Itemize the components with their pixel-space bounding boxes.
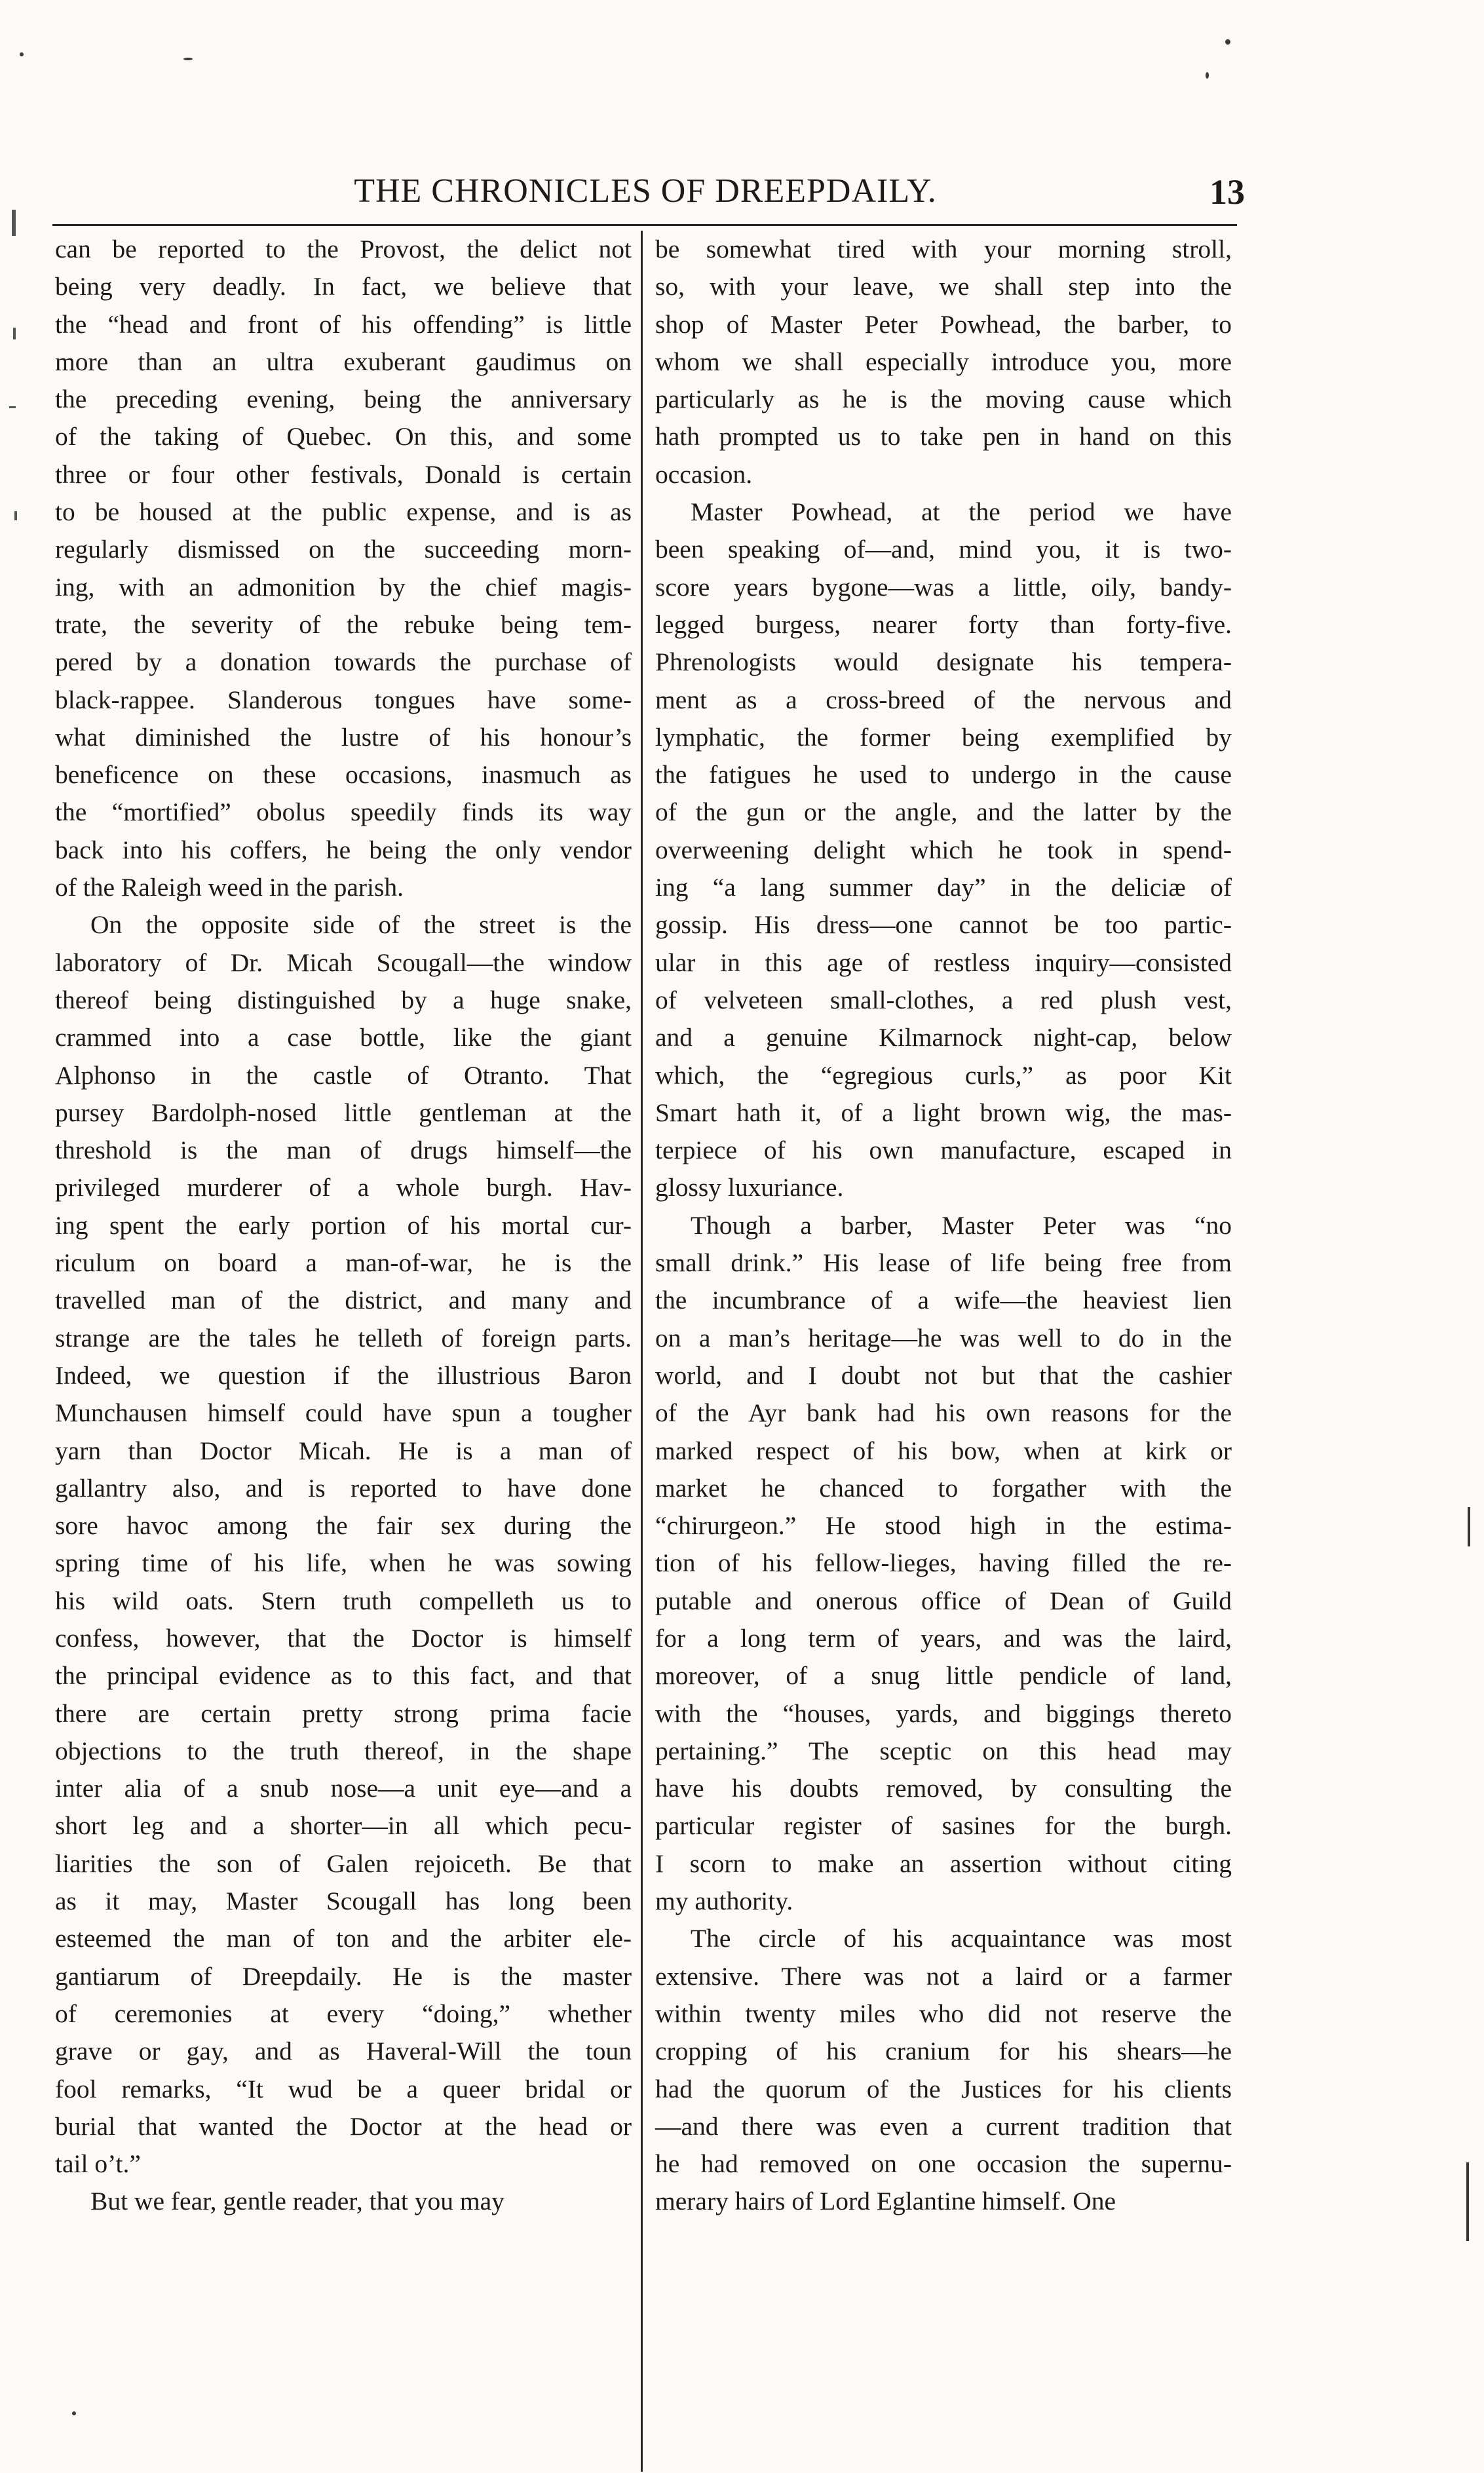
text-line: beneficence on these occasions, inasmuch as: [55, 760, 632, 790]
text-line: of the Ayr bank had his own reasons for the: [655, 1398, 1232, 1428]
text-line: pered by a donation towards the purchase of: [55, 647, 632, 677]
page-number: 13: [1209, 172, 1245, 212]
text-line: tion of his fellow-lieges, having filled the re-: [655, 1548, 1232, 1578]
text-line: of the taking of Quebec. On this, and some: [55, 422, 632, 451]
header-rule: [52, 224, 1237, 226]
text-line: gossip. His dress—one cannot be too partic-: [655, 910, 1232, 940]
text-line: what diminished the lustre of his honour’s: [55, 722, 632, 752]
paragraph: [55, 906, 632, 2183]
text-line: to be housed at the public expense, and is as: [55, 497, 632, 527]
text-line: regularly dismissed on the succeeding morn-: [55, 535, 632, 564]
text-line: liarities the son of Galen rejoiceth. Be that: [55, 1849, 632, 1878]
text-line: extensive. There was not a laird or a farmer: [655, 1961, 1232, 1991]
text-line: pursey Bardolph-nosed little gentleman at the: [55, 1098, 632, 1127]
margin-mark: [9, 406, 16, 408]
text-line: Munchausen himself could have spun a tougher: [55, 1398, 632, 1428]
paragraph: [55, 231, 632, 906]
text-line: the “head and front of his offending” is little: [55, 309, 632, 339]
paragraph: [55, 2183, 632, 2220]
text-line: black-rappee. Slanderous tongues have some-: [55, 685, 632, 714]
text-line: thereof being distinguished by a huge snake,: [55, 985, 632, 1014]
text-line: world, and I doubt not but that the cashier: [655, 1360, 1232, 1390]
text-line: and a genuine Kilmarnock night-cap, below: [655, 1023, 1232, 1052]
text-line: inter alia of a snub nose—a unit eye—and a: [55, 1774, 632, 1803]
text-line: glossy luxuriance.: [655, 1173, 844, 1202]
text-line: crammed into a case bottle, like the giant: [55, 1023, 632, 1052]
text-line: putable and onerous office of Dean of Guild: [655, 1586, 1232, 1615]
text-line: privileged murderer of a whole burgh. Hav-: [55, 1173, 632, 1202]
text-line: travelled man of the district, and many and: [55, 1286, 632, 1315]
text-line: ular in this age of restless inquiry—consisted: [655, 948, 1232, 977]
text-line: overweening delight which he took in spend-: [655, 835, 1232, 864]
text-line: his wild oats. Stern truth compelleth us to: [55, 1586, 632, 1615]
running-title: THE CHRONICLES OF DREEPDAILY.: [354, 172, 937, 210]
text-line: objections to the truth thereof, in the shape: [55, 1736, 632, 1765]
paragraph: [655, 493, 1232, 1207]
text-line: marked respect of his bow, when at kirk or: [655, 1436, 1232, 1465]
right-column: [655, 231, 1232, 2221]
scan-speck: [1206, 72, 1209, 79]
text-line: burial that wanted the Doctor at the head or: [55, 2111, 632, 2141]
text-line: particularly as he is the moving cause which: [655, 385, 1232, 414]
scan-speck: [20, 52, 24, 56]
text-line: be somewhat tired with your morning stroll,: [655, 235, 1232, 263]
text-line: terpiece of his own manufacture, escaped in: [655, 1136, 1232, 1165]
text-line: tail o’t.”: [55, 2149, 141, 2179]
text-line: of the gun or the angle, and the latter by the: [655, 797, 1232, 827]
text-line: being very deadly. In fact, we believe that: [55, 272, 632, 301]
text-line: But we fear, gentle reader, that you may: [90, 2187, 504, 2216]
paragraph: [655, 1920, 1232, 2220]
text-line: Master Powhead, at the period we have: [691, 497, 1232, 527]
scan-speck: [1466, 2162, 1469, 2241]
text-line: trate, the severity of the rebuke being tem-: [55, 609, 632, 639]
text-line: The circle of his acquaintance was most: [691, 1924, 1232, 1953]
text-line: so, with your leave, we shall step into the: [655, 272, 1232, 301]
text-line: Though a barber, Master Peter was “no: [691, 1210, 1232, 1240]
text-line: as it may, Master Scougall has long been: [55, 1887, 632, 1916]
text-line: of velveteen small-clothes, a red plush vest,: [655, 985, 1232, 1014]
text-line: there are certain pretty strong prima facie: [55, 1698, 632, 1728]
text-line: confess, however, that the Doctor is himself: [55, 1623, 632, 1653]
text-line: within twenty miles who did not reserve the: [655, 1999, 1232, 2028]
text-line: the “mortified” obolus speedily finds its way: [55, 797, 632, 827]
running-header: [46, 172, 1245, 218]
text-line: hath prompted us to take pen in hand on this: [655, 422, 1232, 451]
text-line: Smart hath it, of a light brown wig, the mas-: [655, 1098, 1232, 1127]
scan-speck: [1225, 39, 1230, 45]
text-line: my authority.: [655, 1887, 793, 1916]
text-line: “chirurgeon.” He stood high in the estima-: [655, 1511, 1232, 1541]
scan-speck: [1468, 1507, 1470, 1546]
text-line: laboratory of Dr. Micah Scougall—the window: [55, 948, 632, 977]
text-line: yarn than Doctor Micah. He is a man of: [55, 1436, 632, 1465]
text-line: of the Raleigh weed in the parish.: [55, 873, 404, 902]
text-line: Phrenologists would designate his tempera-: [655, 647, 1232, 677]
text-line: the principal evidence as to this fact, and that: [55, 1661, 632, 1691]
text-line: the incumbrance of a wife—the heaviest lien: [655, 1286, 1232, 1315]
text-line: pertaining.” The sceptic on this head may: [655, 1736, 1232, 1765]
text-line: legged burgess, nearer forty than forty-five.: [655, 609, 1232, 639]
text-line: been speaking of—and, mind you, it is two-: [655, 535, 1232, 564]
scan-speck: [72, 2411, 76, 2415]
text-line: Alphonso in the castle of Otranto. That: [55, 1060, 632, 1090]
text-line: short leg and a shorter—in all which pecu-: [55, 1811, 632, 1841]
text-line: gallantry also, and is reported to have done: [55, 1473, 632, 1503]
column-divider: [641, 231, 643, 2472]
text-line: ing spent the early portion of his mortal cur-: [55, 1210, 632, 1240]
text-line: fool remarks, “It wud be a queer bridal or: [55, 2074, 632, 2103]
text-line: gantiarum of Dreepdaily. He is the master: [55, 1961, 632, 1991]
text-line: merary hairs of Lord Eglantine himself. One: [655, 2187, 1116, 2216]
margin-mark: [14, 511, 17, 520]
text-line: have his doubts removed, by consulting the: [655, 1774, 1232, 1803]
margin-mark: [13, 328, 16, 339]
text-line: grave or gay, and as Haveral-Will the toun: [55, 2037, 632, 2066]
text-line: with the “houses, yards, and biggings thereto: [655, 1698, 1232, 1728]
text-line: sore havoc among the fair sex during the: [55, 1511, 632, 1541]
margin-mark: [12, 210, 16, 236]
text-line: cropping of his cranium for his shears—he: [655, 2037, 1232, 2066]
text-line: can be reported to the Provost, the delict not: [55, 235, 632, 263]
text-line: occasion.: [655, 459, 753, 489]
text-line: score years bygone—was a little, oily, bandy-: [655, 572, 1232, 602]
text-line: had the quorum of the Justices for his clients: [655, 2074, 1232, 2103]
text-line: ment as a cross-breed of the nervous and: [655, 685, 1232, 714]
text-line: more than an ultra exuberant gaudimus on: [55, 347, 632, 376]
text-line: On the opposite side of the street is the: [90, 910, 632, 940]
text-line: market he chanced to forgather with the: [655, 1473, 1232, 1503]
text-line: which, the “egregious curls,” as poor Kit: [655, 1060, 1232, 1090]
text-line: back into his coffers, he being the only vendor: [55, 835, 632, 864]
text-line: ing “a lang summer day” in the deliciæ of: [655, 873, 1232, 902]
text-line: on a man’s heritage—he was well to do in the: [655, 1323, 1232, 1352]
text-line: for a long term of years, and was the laird,: [655, 1623, 1232, 1653]
scan-speck: [183, 58, 193, 60]
text-line: riculum on board a man-of-war, he is the: [55, 1248, 632, 1278]
text-line: lymphatic, the former being exemplified by: [655, 722, 1232, 752]
text-line: spring time of his life, when he was sowing: [55, 1548, 632, 1578]
text-line: Indeed, we question if the illustrious Baron: [55, 1360, 632, 1390]
text-line: shop of Master Peter Powhead, the barber, to: [655, 309, 1232, 339]
text-line: three or four other festivals, Donald is certain: [55, 459, 632, 489]
text-line: ing, with an admonition by the chief magis-: [55, 572, 632, 602]
text-line: I scorn to make an assertion without citing: [655, 1849, 1232, 1878]
left-column: [55, 231, 632, 2221]
text-line: small drink.” His lease of life being free from: [655, 1248, 1232, 1278]
paragraph: [655, 1207, 1232, 1921]
text-line: of ceremonies at every “doing,” whether: [55, 1999, 632, 2028]
text-line: esteemed the man of ton and the arbiter ele-: [55, 1924, 632, 1953]
text-line: strange are the tales he telleth of foreign parts.: [55, 1323, 632, 1352]
text-line: particular register of sasines for the burgh.: [655, 1811, 1232, 1841]
text-line: —and there was even a current tradition that: [655, 2111, 1232, 2141]
text-line: whom we shall especially introduce you, more: [655, 347, 1232, 376]
text-line: moreover, of a snug little pendicle of land,: [655, 1661, 1232, 1691]
text-line: the fatigues he used to undergo in the cause: [655, 760, 1232, 790]
paragraph: [655, 231, 1232, 493]
text-line: he had removed on one occasion the supernu-: [655, 2149, 1232, 2179]
text-line: the preceding evening, being the anniversary: [55, 385, 632, 414]
text-line: threshold is the man of drugs himself—the: [55, 1136, 632, 1165]
